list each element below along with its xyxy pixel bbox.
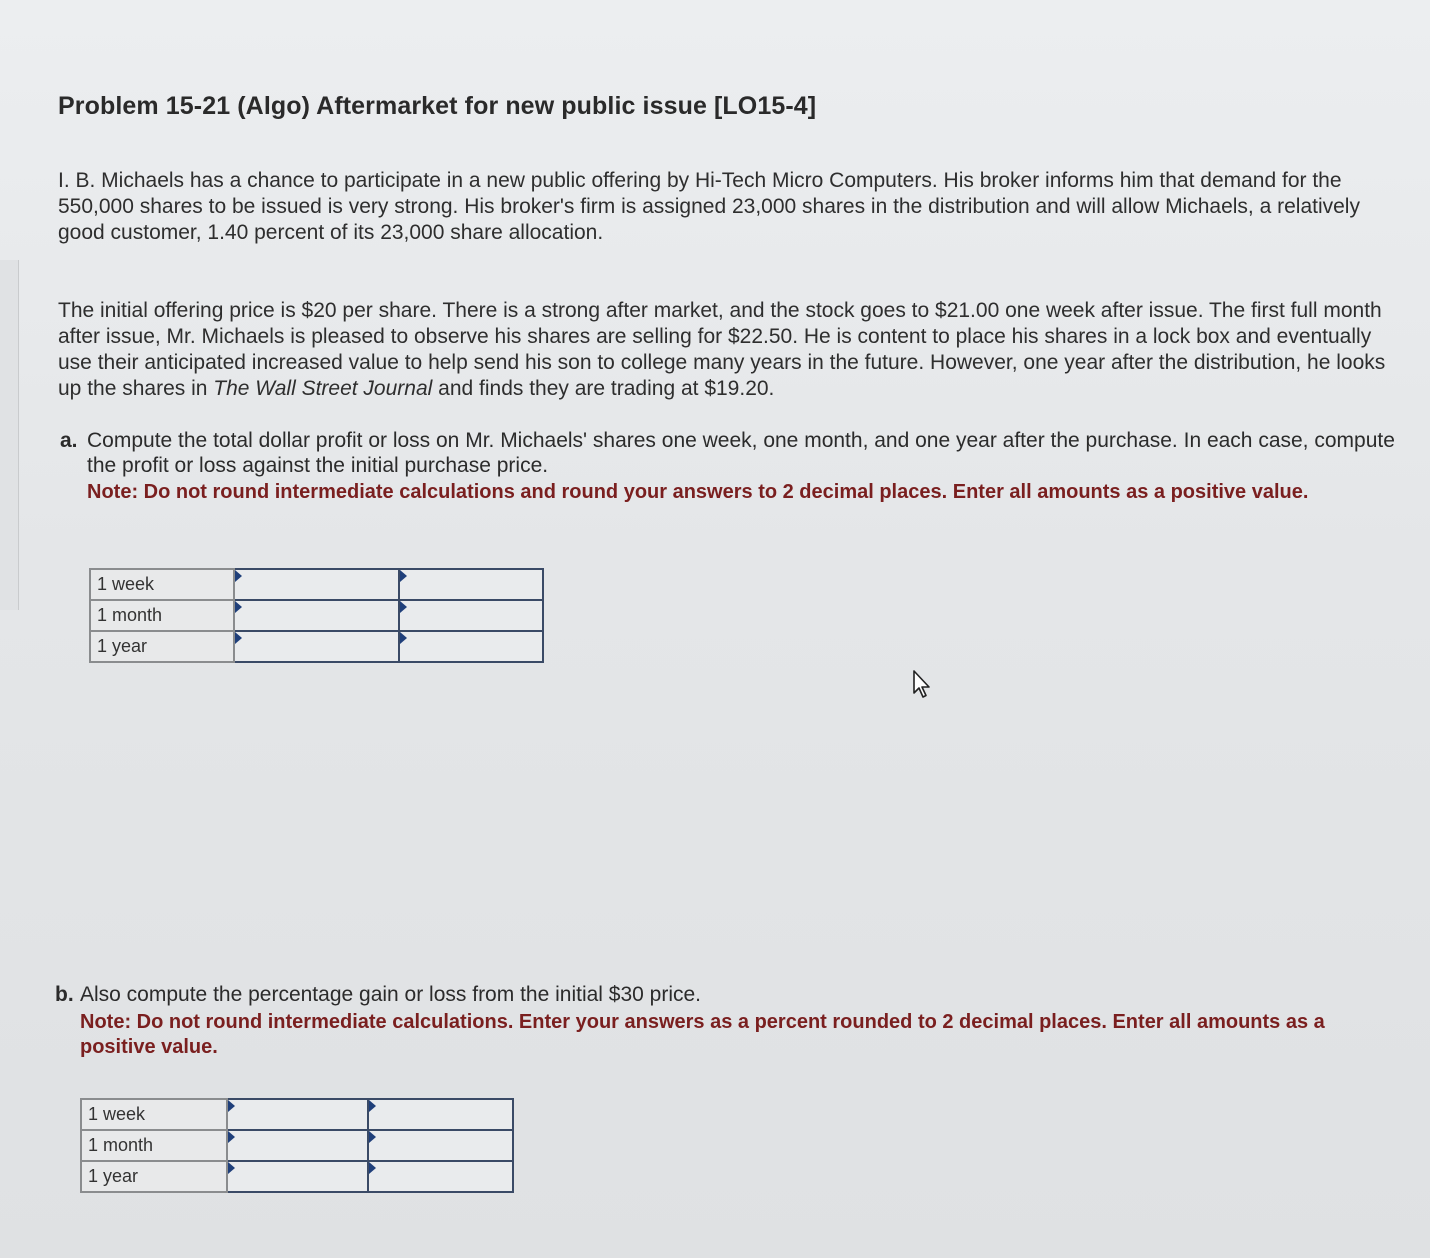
- dropdown-indicator-icon: [235, 570, 242, 582]
- part-a-month-dropdown[interactable]: [234, 600, 399, 631]
- row-label: 1 year: [90, 631, 234, 662]
- part-a-year-input[interactable]: [399, 631, 543, 662]
- dropdown-indicator-icon: [369, 1131, 376, 1143]
- row-label: 1 week: [90, 569, 234, 600]
- part-b-question: [55, 982, 1405, 1060]
- part-b-answer-table: [80, 1098, 514, 1193]
- part-b-month-field[interactable]: [369, 1130, 516, 1161]
- table-row: [81, 1130, 513, 1161]
- part-a-year-dropdown[interactable]: [234, 631, 399, 662]
- problem-title: Problem 15-21 (Algo) Aftermarket for new public issue [LO15-4]: [58, 92, 817, 120]
- part-a-week-input[interactable]: [399, 569, 543, 600]
- left-panel-edge: [0, 260, 19, 610]
- dropdown-indicator-icon: [228, 1131, 235, 1143]
- part-a-month-input[interactable]: [399, 600, 543, 631]
- problem-paragraph-2: [58, 298, 1398, 402]
- part-a-text: Compute the total dollar profit or loss on Mr. Michaels' shares one week, one month, and one year after the purchase. In each case, compute the profit or loss against the initial purchase price.: [87, 429, 1395, 477]
- table-row: [81, 1161, 513, 1192]
- part-b-note: Note: Do not round intermediate calculations. Enter your answers as a percent rounded to 2 decimal places. Enter all amounts as a positive value.: [80, 1011, 1325, 1058]
- row-label: 1 month: [90, 600, 234, 631]
- table-row: [90, 600, 543, 631]
- part-b-week-input[interactable]: [368, 1099, 513, 1130]
- table-row: [90, 569, 543, 600]
- part-a-marker: a.: [60, 429, 78, 452]
- part-b-year-input[interactable]: [368, 1161, 513, 1192]
- part-a-week-field[interactable]: [400, 569, 546, 600]
- part-b-marker: b.: [55, 983, 74, 1006]
- part-a-week-dropdown[interactable]: [234, 569, 399, 600]
- paragraph-2-text-end: and finds they are trading at $19.20.: [432, 377, 775, 400]
- problem-paragraph-1: I. B. Michaels has a chance to participate in a new public offering by Hi-Tech Micro Computers. His broker informs him that demand for the 550,000 shares to be issued is very strong. His broker's firm is assigned 23,000 shares in the distribution and will allow Michaels, a relatively good customer, 1.40 percent of its 23,000 share allocation.: [58, 169, 1360, 244]
- table-row: [90, 631, 543, 662]
- dropdown-indicator-icon: [400, 570, 407, 582]
- dropdown-indicator-icon: [369, 1162, 376, 1174]
- row-label: 1 month: [81, 1130, 227, 1161]
- row-label: 1 week: [81, 1099, 227, 1130]
- part-b-text: Also compute the percentage gain or loss from the initial $30 price.: [80, 983, 702, 1006]
- part-a-answer-table: [89, 568, 544, 663]
- part-b-week-dropdown[interactable]: [227, 1099, 368, 1130]
- dropdown-indicator-icon: [235, 632, 242, 644]
- part-b-year-dropdown[interactable]: [227, 1161, 368, 1192]
- mouse-pointer-icon: [912, 669, 934, 699]
- part-a-note: Note: Do not round intermediate calculations and round your answers to 2 decimal places. Enter all amounts as a positive value.: [87, 481, 1309, 503]
- dropdown-indicator-icon: [369, 1100, 376, 1112]
- table-row: [81, 1099, 513, 1130]
- dropdown-indicator-icon: [228, 1162, 235, 1174]
- journal-name: The Wall Street Journal: [213, 377, 433, 400]
- row-label: 1 year: [81, 1161, 227, 1192]
- dropdown-indicator-icon: [228, 1100, 235, 1112]
- part-a-month-field[interactable]: [400, 600, 546, 631]
- part-b-month-dropdown[interactable]: [227, 1130, 368, 1161]
- dropdown-indicator-icon: [400, 601, 407, 613]
- part-b-month-input[interactable]: [368, 1130, 513, 1161]
- dropdown-indicator-icon: [400, 632, 407, 644]
- part-b-year-field[interactable]: [369, 1161, 516, 1192]
- part-a-question: [60, 428, 1400, 505]
- dropdown-indicator-icon: [235, 601, 242, 613]
- part-a-year-field[interactable]: [400, 631, 546, 662]
- part-b-week-field[interactable]: [369, 1099, 516, 1130]
- paragraph-2-text: The initial offering price is $20 per share. There is a strong after market, and the stock goes to $21.00 one week after issue. The first full month after issue, Mr. Michaels is pleased to observe his shares are selling for $22.50. He is content to place his shares in a lock box and eventually use their anticipated increased value to help send his son to college many years in the future. However, one year after the distribution, he looks up the shares in: [58, 299, 1386, 400]
